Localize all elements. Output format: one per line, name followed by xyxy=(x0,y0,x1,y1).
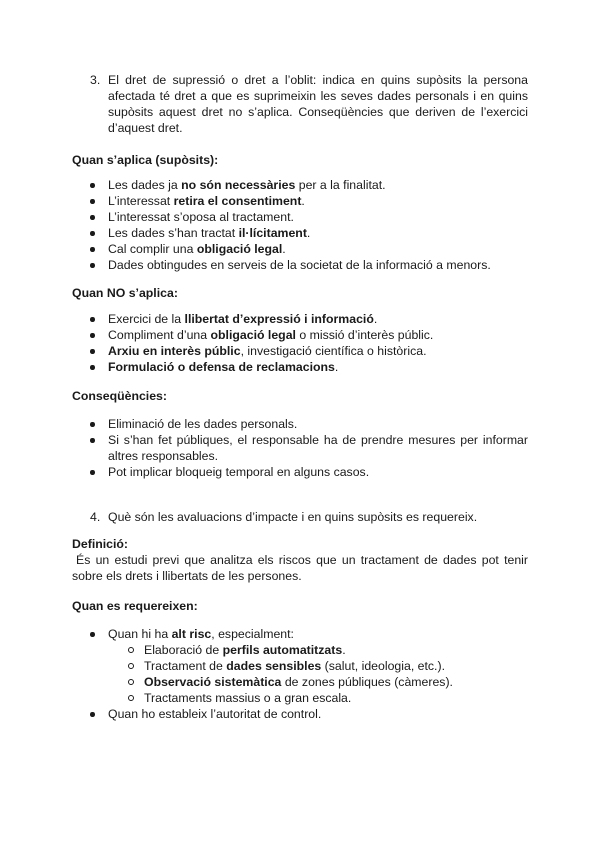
question-number: 3. xyxy=(90,73,101,87)
list-item: Les dades ja no són necessàries per a la finalitat. xyxy=(72,177,528,193)
list-item: Eliminació de les dades personals. xyxy=(72,416,528,432)
sub-list-item: Tractament de dades sensibles (salut, ideologia, etc.). xyxy=(108,658,528,674)
list-item: Formulació o defensa de reclamacions. xyxy=(72,359,528,375)
list-item: Quan ho estableix l’autoritat de control. xyxy=(72,706,528,722)
section-heading-requereixen: Quan es requereixen: xyxy=(72,599,198,613)
list-item: Si s’han fet públiques, el responsable ha de prendre mesures per informar altres responsables. xyxy=(72,432,528,464)
list-item: Exercici de la llibertat d’expressió i informació. xyxy=(72,311,528,327)
sub-list-item: Elaboració de perfils automatitzats. xyxy=(108,642,528,658)
definition-text: És un estudi previ que analitza els riscos que un tractament de dades pot tenir sobre els drets i llibertats de les persones. xyxy=(72,553,528,583)
list-aplica xyxy=(72,177,528,273)
list-item: Dades obtingudes en serveis de la societat de la informació a menors. xyxy=(72,257,528,273)
list-item: Quan hi ha alt risc, especialment: Elaboració de perfils automatitzats. Tractament de dades sensibles (salut, ideologia, etc.). Observació sistemàtica de zones públiques (càmeres). Tractaments massius o a gran escala. xyxy=(72,626,528,706)
list-item: L’interessat retira el consentiment. xyxy=(72,193,528,209)
section-heading-consequencies: Conseqüències: xyxy=(72,389,167,403)
question-4 xyxy=(90,509,528,525)
list-item: Arxiu en interès públic, investigació científica o històrica. xyxy=(72,343,528,359)
section-heading-aplica: Quan s’aplica (supòsits): xyxy=(72,153,219,167)
question-number: 4. xyxy=(90,510,101,524)
question-text: El dret de supressió o dret a l’oblit: indica en quins supòsits la persona afectada té dret a que es suprimeixin les seves dades personals i en quins supòsits aquest dret no s’aplica. Conseqüències que deriven de l’exercici d’aquest dret. xyxy=(108,73,528,135)
list-item: Compliment d’una obligació legal o missió d’interès públic. xyxy=(72,327,528,343)
list-item: L’interessat s’oposa al tractament. xyxy=(72,209,528,225)
list-item: Cal complir una obligació legal. xyxy=(72,241,528,257)
question-text: Què són les avaluacions d’impacte i en quins supòsits es requereix. xyxy=(108,510,478,524)
list-no-aplica xyxy=(72,311,528,375)
list-consequencies xyxy=(72,416,528,480)
list-item: Les dades s’han tractat il·lícitament. xyxy=(72,225,528,241)
list-requereixen xyxy=(72,626,528,722)
section-heading-no-aplica: Quan NO s’aplica: xyxy=(72,286,178,300)
sub-list-item: Tractaments massius o a gran escala. xyxy=(108,690,528,706)
sub-list xyxy=(108,642,528,706)
sub-list-item: Observació sistemàtica de zones públiques (càmeres). xyxy=(108,674,528,690)
question-3 xyxy=(90,72,528,136)
section-heading-definicio: Definició: xyxy=(72,537,129,551)
list-item: Pot implicar bloqueig temporal en alguns casos. xyxy=(72,464,528,480)
